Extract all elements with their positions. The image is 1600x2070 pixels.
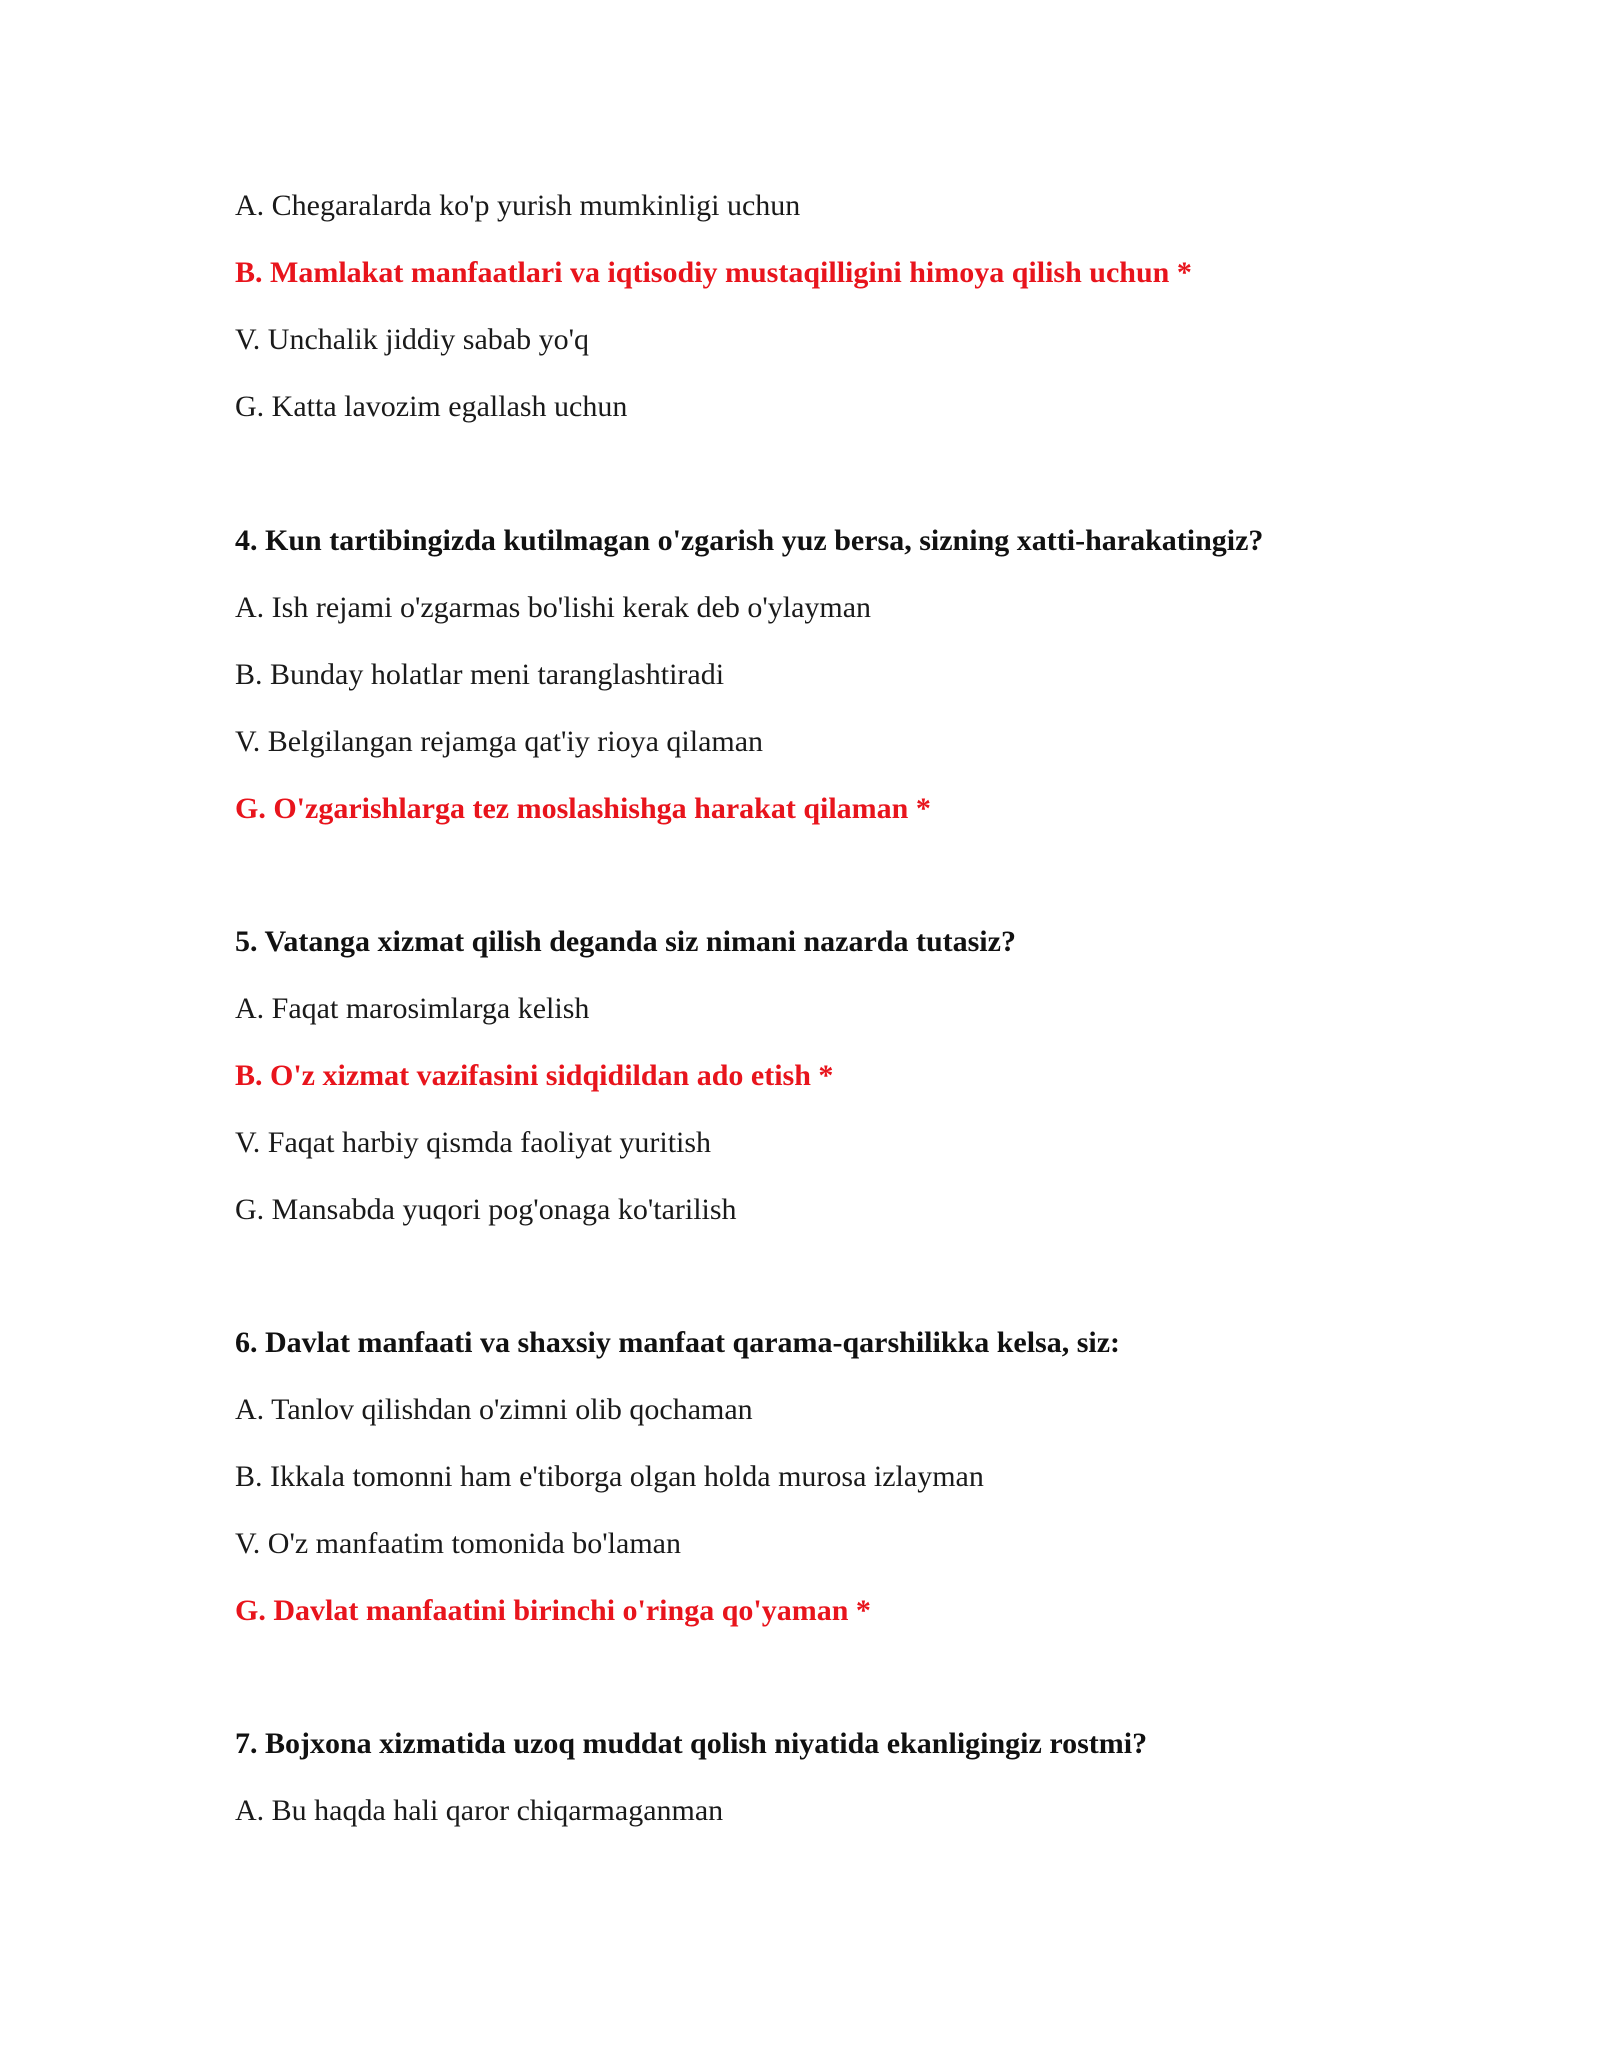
question-4: 4. Kun tartibingizda kutilmagan o'zgarish yuz bersa, sizning xatti-harakatingiz? [235, 524, 1264, 557]
question-5: 5. Vatanga xizmat qilish deganda siz nimani nazarda tutasiz? [235, 925, 1016, 958]
q3-option-g: G. Katta lavozim egallash uchun [235, 390, 628, 423]
q4-option-g-correct: G. O'zgarishlarga tez moslashishga harakat qilaman * [235, 792, 931, 825]
q4-option-a: A. Ish rejami o'zgarmas bo'lishi kerak deb o'ylayman [235, 591, 872, 624]
q6-option-v: V. O'z manfaatim tomonida bo'laman [235, 1527, 681, 1560]
q5-option-g: G. Mansabda yuqori pog'onaga ko'tarilish [235, 1193, 737, 1226]
q4-option-b: B. Bunday holatlar meni taranglashtiradi [235, 658, 725, 691]
q7-option-a: A. Bu haqda hali qaror chiqarmaganman [235, 1794, 724, 1827]
question-7: 7. Bojxona xizmatida uzoq muddat qolish niyatida ekanligingiz rostmi? [235, 1727, 1148, 1760]
q6-option-a: A. Tanlov qilishdan o'zimni olib qochaman [235, 1393, 753, 1426]
q6-option-g-correct: G. Davlat manfaatini birinchi o'ringa qo'yaman * [235, 1594, 871, 1627]
q5-option-a: A. Faqat marosimlarga kelish [235, 992, 590, 1025]
q5-option-v: V. Faqat harbiy qismda faoliyat yuritish [235, 1126, 712, 1159]
q3-option-b-correct: B. Mamlakat manfaatlari va iqtisodiy mustaqilligini himoya qilish uchun * [235, 256, 1192, 289]
q3-option-v: V. Unchalik jiddiy sabab yo'q [235, 323, 589, 356]
q4-option-v: V. Belgilangan rejamga qat'iy rioya qilaman [235, 725, 764, 758]
question-6: 6. Davlat manfaati va shaxsiy manfaat qarama-qarshilikka kelsa, siz: [235, 1326, 1121, 1359]
q3-option-a: A. Chegaralarda ko'p yurish mumkinligi uchun [235, 189, 801, 222]
q6-option-b: B. Ikkala tomonni ham e'tiborga olgan holda murosa izlayman [235, 1460, 984, 1493]
q5-option-b-correct: B. O'z xizmat vazifasini sidqidildan ado etish * [235, 1059, 834, 1092]
